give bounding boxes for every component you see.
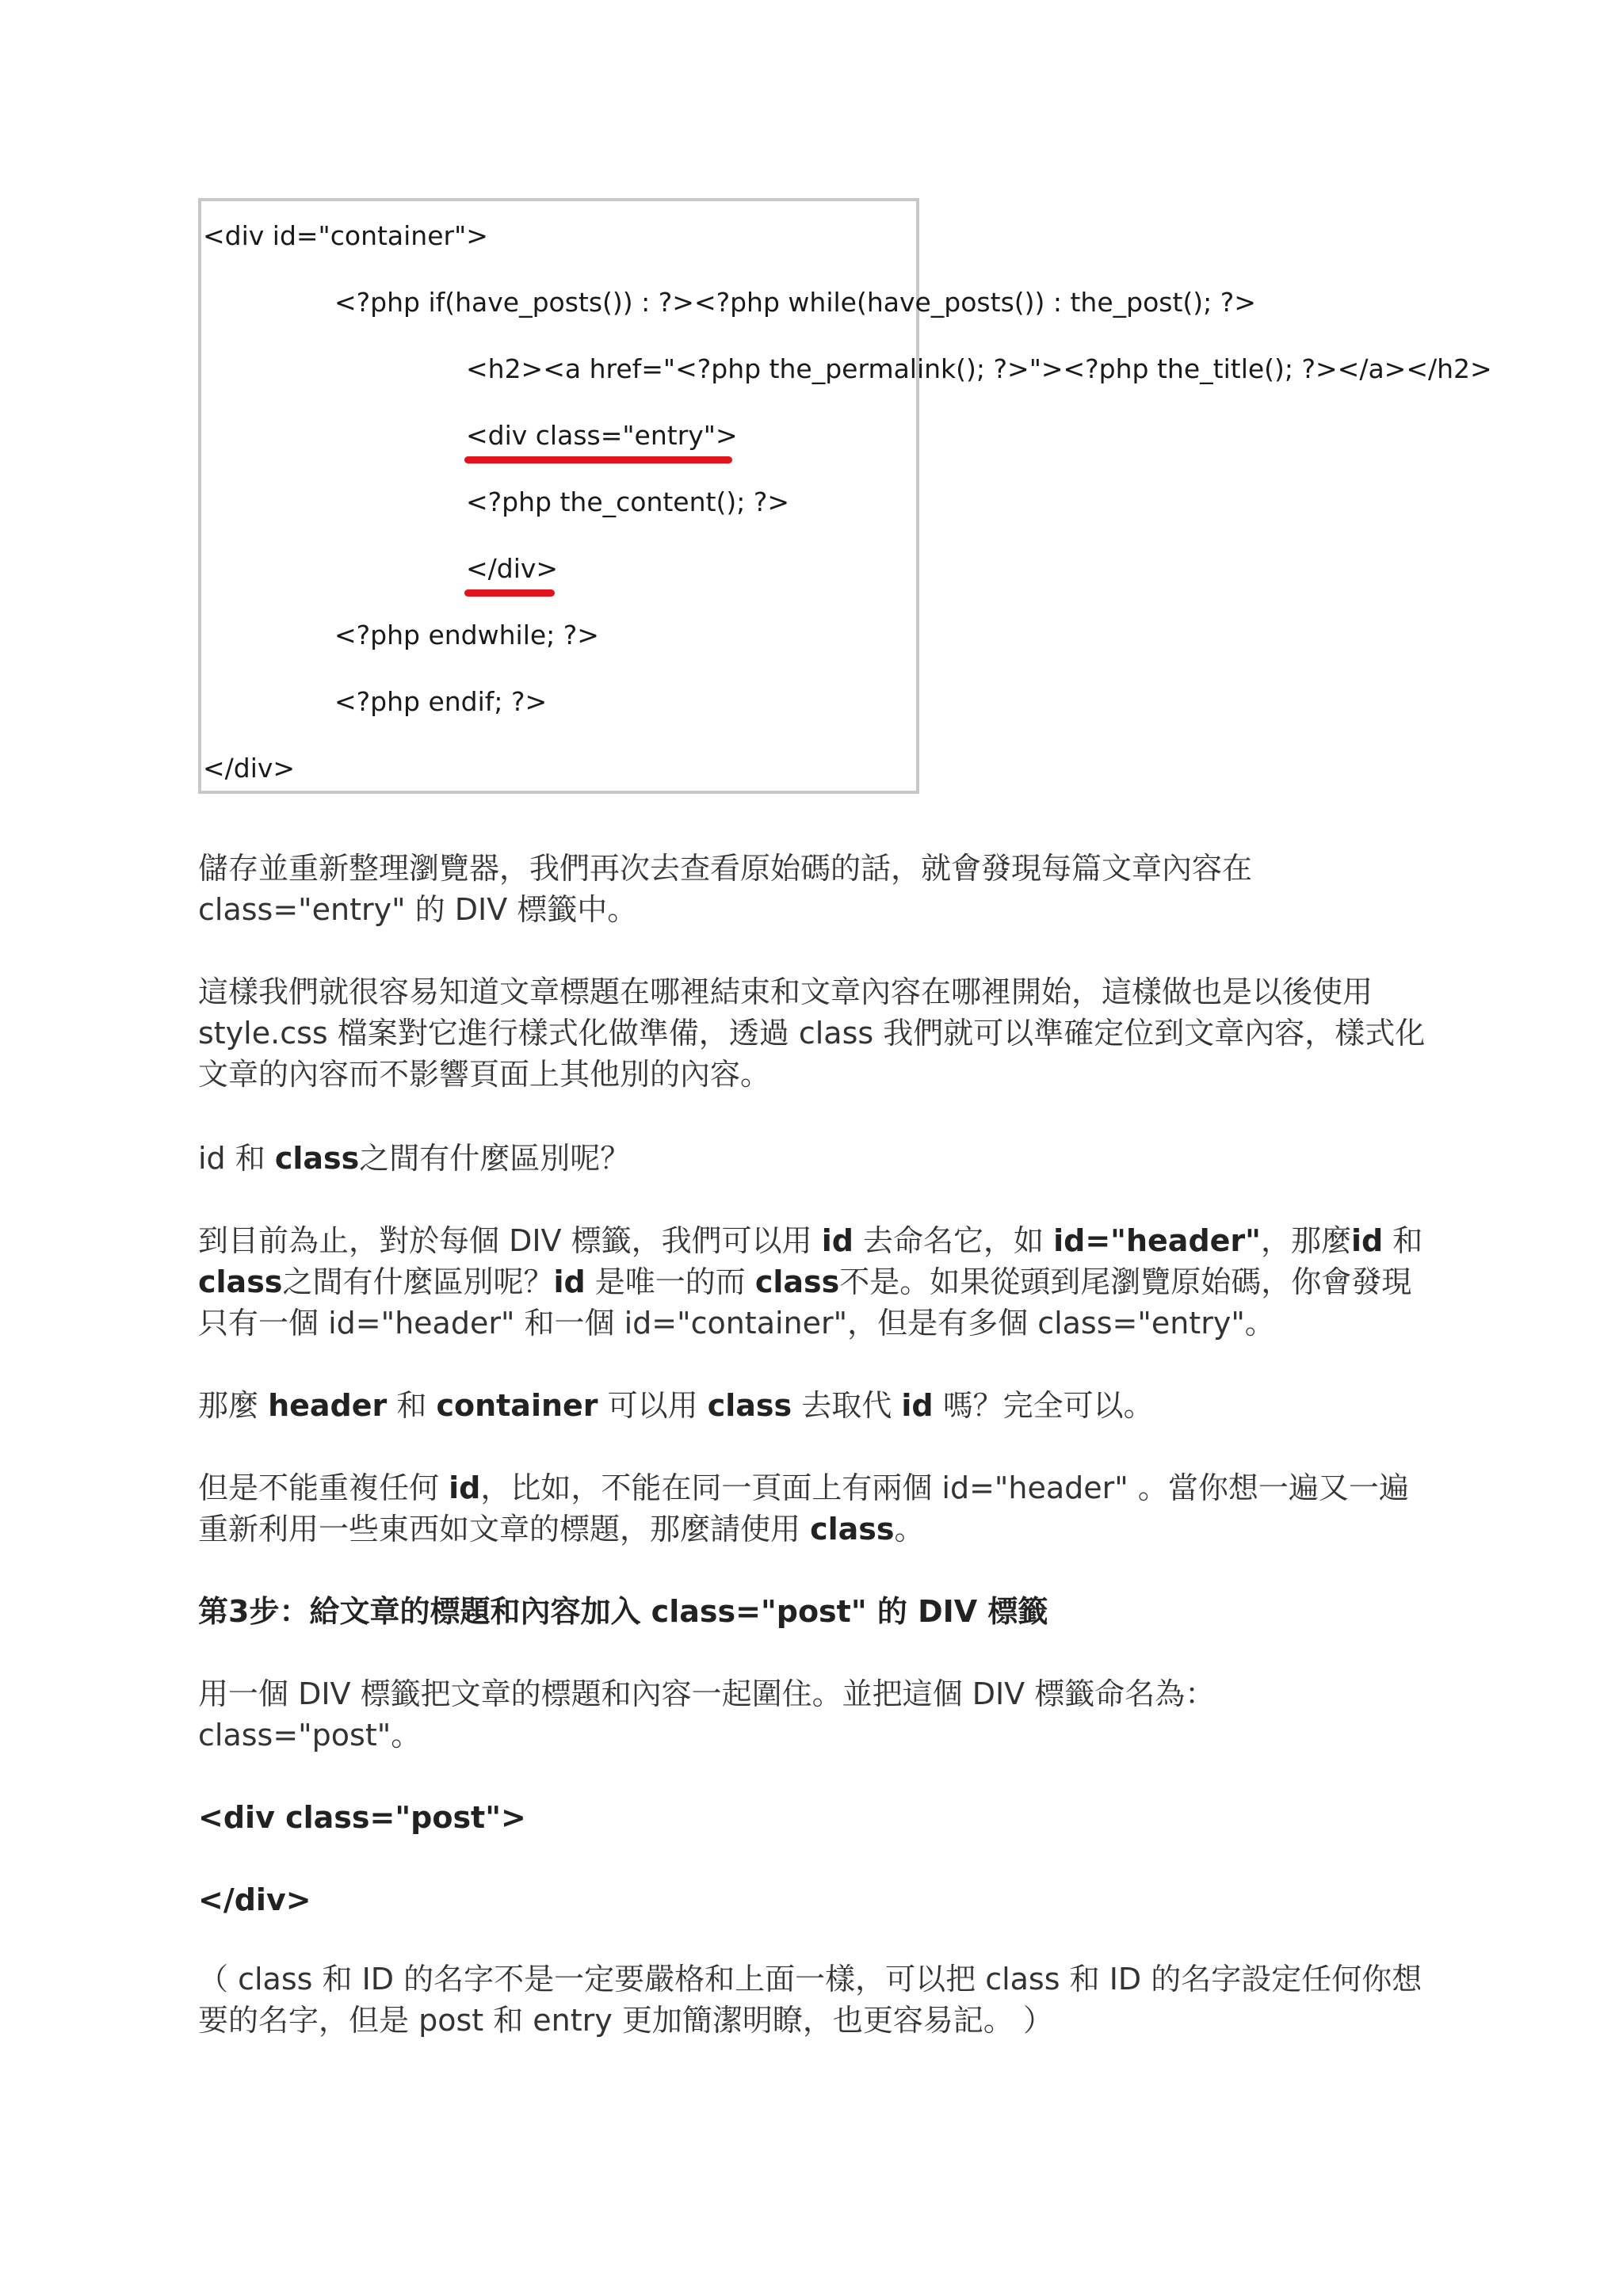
paragraph-2: 這樣我們就很容易知道文章標題在哪裡結束和文章內容在哪裡開始，這樣做也是以後使用style.css 檔案對它進行樣式化做準備，透過 class 我們就可以準確定位到文章內容，樣式化文章的內容而不影響頁面上其他別的內容。 bbox=[198, 974, 1426, 1092]
text-span: ，比如，不能在同一頁面上有兩個 id="header" 。當你想一遍又一遍重新利用一些東西如文章的標題，那麼請使用 bbox=[198, 1470, 1409, 1547]
bold-span: id="header" bbox=[1053, 1223, 1261, 1258]
paragraph-6 bbox=[198, 1467, 1434, 1550]
paragraph-9: （ class 和 ID 的名字不是一定要嚴格和上面一樣，可以把 class 和 ID 的名字設定任何你想要的名字，但是 post 和 entry 更加簡潔明瞭，也更容易記。 ） bbox=[198, 1962, 1423, 2038]
bold-span: class bbox=[198, 1264, 283, 1299]
text-span: 和 bbox=[387, 1388, 437, 1423]
text-span: 。 bbox=[894, 1512, 925, 1547]
bold-span: class bbox=[707, 1388, 792, 1423]
bold-span: id bbox=[901, 1388, 934, 1423]
code-open-div: <div class="post"> bbox=[198, 1800, 526, 1835]
code-close-div: </div> bbox=[198, 1882, 311, 1917]
text-span: 和 bbox=[1383, 1223, 1433, 1258]
code-line-5: <?php the_content(); ?> bbox=[466, 486, 789, 517]
text-span: 可以用 bbox=[598, 1388, 708, 1423]
bold-span: id bbox=[1350, 1223, 1384, 1258]
code-line-4: <div class="entry"> bbox=[466, 420, 738, 451]
paragraph-5 bbox=[198, 1385, 1434, 1426]
bold-span: id bbox=[821, 1223, 854, 1258]
code-line-3: <h2><a href="<?php the_permalink(); ?>"><?php the_title(); ?></a></h2> bbox=[466, 353, 1492, 384]
text-span: 不是。如果從頭到尾瀏覽原始碼，你會發現只有一個 id="header" 和一個 id="container"，但是有多個 class="entry"。 bbox=[198, 1264, 1412, 1341]
paragraph-1: 儲存並重新整理瀏覽器，我們再次去查看原始碼的話，就會發現每篇文章內容在 class="entry" 的 DIV 標籤中。 bbox=[198, 851, 1262, 927]
step-3-heading: 第3步：給文章的標題和內容加入 class="post" 的 DIV 標籤 bbox=[198, 1594, 1048, 1629]
code-line-1: <div id="container"> bbox=[203, 220, 488, 251]
text-span: 到目前為止，對於每個 DIV 標籤，我們可以用 bbox=[198, 1223, 822, 1258]
bold-span: class bbox=[274, 1141, 360, 1176]
code-screenshot bbox=[198, 198, 1492, 794]
text-span: 去命名它，如 bbox=[853, 1223, 1054, 1258]
text-span: 嗎？完全可以。 bbox=[933, 1388, 1154, 1423]
red-underline-close-div bbox=[464, 589, 555, 597]
paragraph-4 bbox=[198, 1220, 1434, 1344]
code-line-7: <?php endwhile; ?> bbox=[334, 620, 599, 650]
code-line-2: <?php if(have_posts()) : ?><?php while(have_posts()) : the_post(); ?> bbox=[334, 287, 1256, 318]
code-line-9: </div> bbox=[203, 753, 296, 784]
red-underline-entry bbox=[464, 456, 732, 463]
paragraph-8: 用一個 DIV 標籤把文章的標題和內容一起圍住。並把這個 DIV 標籤命名為：class="post"。 bbox=[198, 1676, 1216, 1753]
text-span: id 和 bbox=[198, 1141, 275, 1176]
bold-span: header bbox=[268, 1388, 388, 1423]
question-line bbox=[198, 1138, 1434, 1179]
text-span: 但是不能重複任何 bbox=[198, 1470, 449, 1505]
text-span: 之間有什麼區別呢？ bbox=[359, 1141, 631, 1176]
bold-span: class bbox=[754, 1264, 840, 1299]
bold-span: container bbox=[436, 1388, 598, 1423]
text-span: 那麼 bbox=[198, 1388, 269, 1423]
bold-span: id bbox=[449, 1470, 481, 1505]
text-span: 是唯一的而 bbox=[585, 1264, 755, 1299]
text-span: ，那麼 bbox=[1260, 1223, 1351, 1258]
code-line-6: </div> bbox=[466, 553, 559, 584]
bold-span: class bbox=[810, 1512, 895, 1547]
code-line-8: <?php endif; ?> bbox=[334, 686, 548, 717]
text-span: 之間有什麼區別呢？ bbox=[282, 1264, 554, 1299]
text-span: 去取代 bbox=[792, 1388, 902, 1423]
bold-span: id bbox=[553, 1264, 586, 1299]
